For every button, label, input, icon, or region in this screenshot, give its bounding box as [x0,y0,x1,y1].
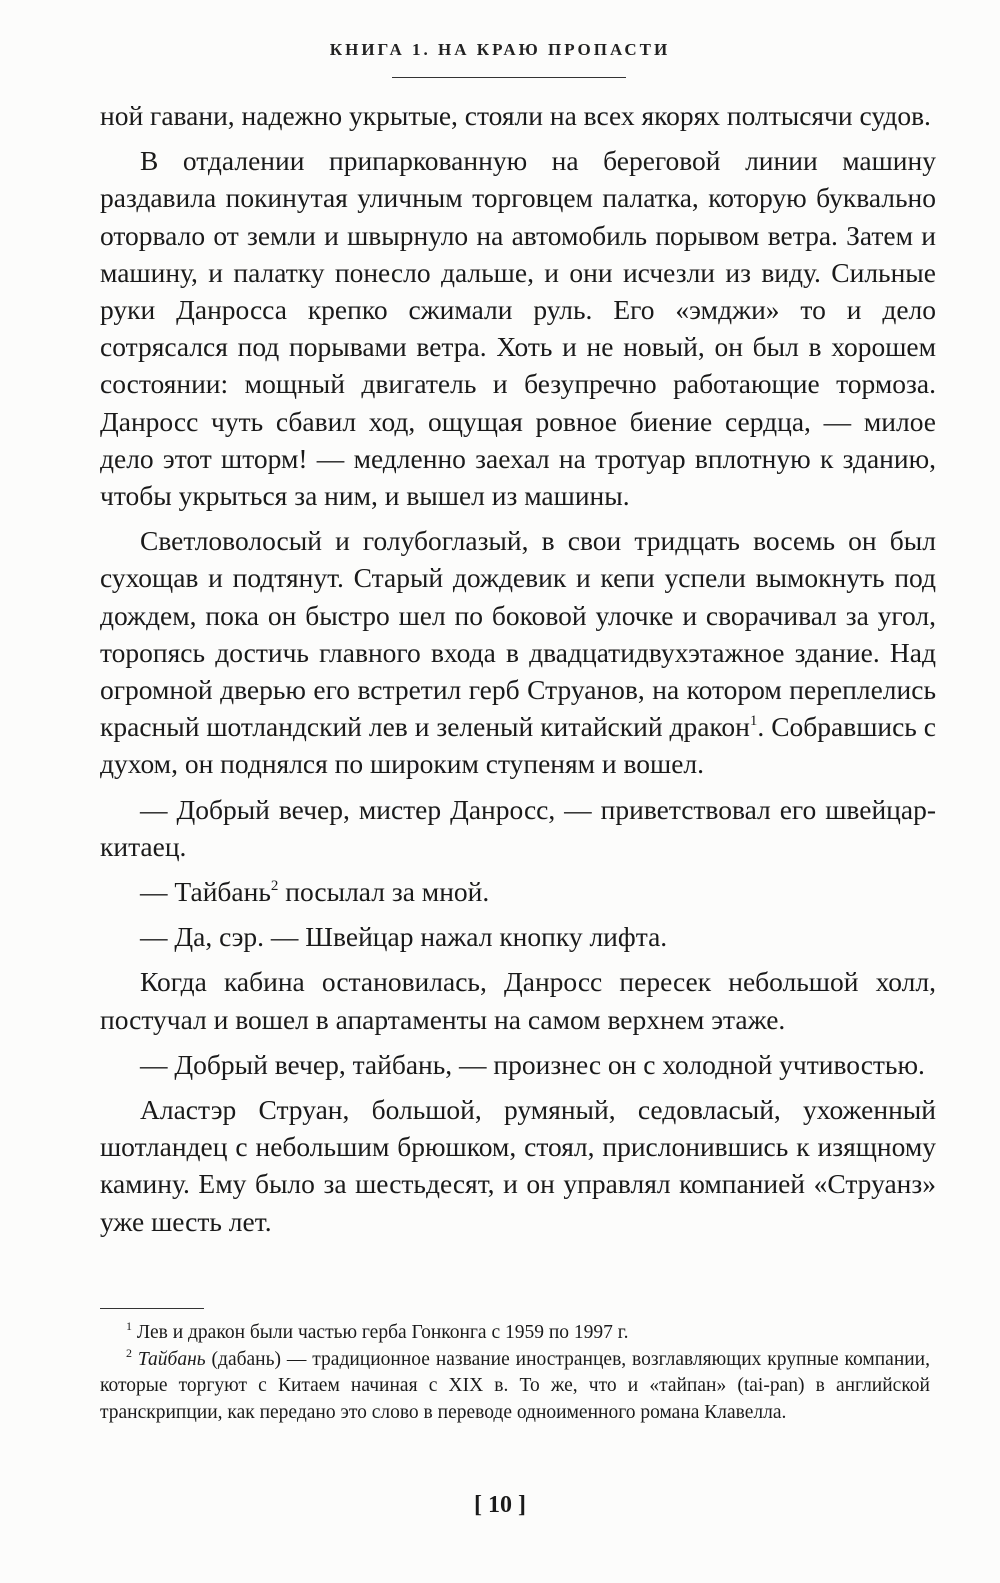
footnote-ref: 2 [270,878,279,895]
main-text [100,97,936,1248]
footnote-number: 2 [126,1345,132,1360]
footnote-text: (дабань) — традиционное название иностранцев, возглавляющих крупные компании, которые торгуют с Китаем начиная с XIX в. То же, что и «тайпан» (tai-pan) в английской транскрипции, как передано это слово в переводе одноименного романа Клавелла. [100,1348,930,1423]
footnote-1 [100,1320,930,1347]
paragraph-text: . Собравшись с духом, он поднялся по широким ступеням и вошел. [100,711,936,780]
paragraph: ной гавани, надежно укрытые, стояли на всех якорях полтысячи судов. [100,100,931,131]
dialogue-line: — Добрый вечер, мистер Данросс, — приветствовал его швейцар-китаец. [100,793,936,862]
paragraph: Когда кабина остановилась, Данросс пересек небольшой холл, постучал и вошел в апартаменты на самом верхнем этаже. [100,966,936,1035]
paragraph [100,522,936,782]
footnotes [100,1320,930,1426]
dialogue-line: — Добрый вечер, тайбань, — произнес он с холодной учтивостью. [140,1048,925,1080]
header-rule [392,77,626,78]
paragraph-text: Светловолосый и голубоглазый, в свои тридцать восемь он был сухощав и подтянут. Старый дождевик и кепи успели вымокнуть под дождем, пока он быстро шел по боковой улочке и сворачивал за угол, торопясь достичь главного входа в двадцатидвухэтажное здание. Над огромной дверью его встретил герб Струанов, на котором переплелись красный шотландский лев и зеленый китайский дракон [100,525,936,743]
page-number: [ 10 ] [474,1492,526,1518]
running-header: КНИГА 1. НА КРАЮ ПРОПАСТИ [329,40,671,59]
paragraph: В отдалении припаркованную на береговой линии машину раздавила покинутая уличным торговцем палатка, которую буквально оторвало от земли и швырнуло на автомобиль порывом ветра. Затем и машину, и палатку понесло дальше, и они исчезли из виду. Сильные руки Данросса крепко сжимали руль. Его «эмджи» то и дело сотрясался под порывами ветра. Хоть и не новый, он был в хорошем состоянии: мощный двигатель и безупречно работающие тормоза. Данросс чуть сбавил ход, ощущая ровное биение сердца, — милое дело этот шторм! — медленно заехал на тротуар вплотную к зданию, чтобы укрыться за ним, и вышел из машины. [100,145,936,512]
footnote-number: 1 [126,1319,132,1333]
footnote-rule [100,1308,204,1309]
paragraph: Аластэр Струан, большой, румяный, седовласый, ухоженный шотландец с небольшим брюшком, стоял, прислонившись к изящному камину. Ему было за шестьдесят, и он управлял компанией «Струанз» уже шесть лет. [100,1094,936,1237]
paragraph-text: — Тайбань [140,876,271,908]
paragraph-text: посылал за мной. [278,876,490,908]
footnote-term: Тайбань [137,1348,206,1370]
dialogue-line: — Да, сэр. — Швейцар нажал кнопку лифта. [140,921,668,953]
footnote-2 [100,1347,930,1427]
footnote-text: Лев и дракон были частью герба Гонконга с 1959 по 1997 г. [132,1322,629,1343]
dialogue-line [100,873,936,910]
footnote-ref: 1 [749,713,758,730]
